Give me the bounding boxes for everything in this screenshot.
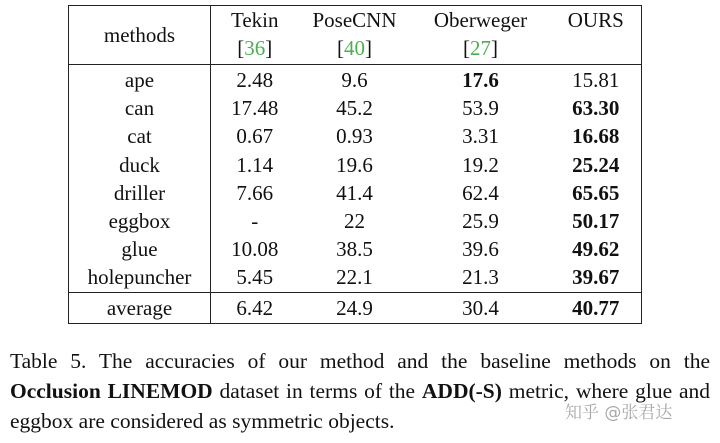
table-cell: 53.9 xyxy=(462,96,499,121)
table-cell: 9.6 xyxy=(299,65,411,95)
table-cell: 24.9 xyxy=(299,292,411,323)
table-cell: 1.14 xyxy=(236,152,274,177)
table-cell: 62.4 xyxy=(462,180,499,205)
table-cell: 17.48 xyxy=(231,96,279,121)
table-cell: 22.1 xyxy=(336,265,373,290)
table-row xyxy=(69,122,642,150)
table-cell: 40.77 xyxy=(551,292,642,323)
table-cell: 38.5 xyxy=(336,237,373,262)
table-cell: 15.81 xyxy=(551,65,642,95)
table-cell: 25.9 xyxy=(462,209,499,234)
table-cell: 39.6 xyxy=(462,237,499,262)
row-label: can xyxy=(69,94,211,122)
table-average xyxy=(69,292,642,323)
table-cell: 63.30 xyxy=(572,96,620,121)
table-row-average xyxy=(69,292,642,323)
row-label: cat xyxy=(69,122,211,150)
row-label: driller xyxy=(69,179,211,207)
table-row xyxy=(69,179,642,207)
column-header-posecnn: PoseCNN xyxy=(312,8,397,32)
table-row xyxy=(69,235,642,263)
table-cell: 0.67 xyxy=(236,124,274,149)
table-cell: 5.45 xyxy=(236,265,274,290)
table-cell: 65.65 xyxy=(572,180,620,205)
citation-tekin[interactable]: [36] xyxy=(237,36,273,60)
row-label: glue xyxy=(69,235,211,263)
table-cell: 3.31 xyxy=(462,124,499,149)
table-body xyxy=(69,65,642,293)
row-label: duck xyxy=(69,151,211,179)
table-row xyxy=(69,151,642,179)
citation-oberweger[interactable]: [27] xyxy=(463,36,498,60)
table-row xyxy=(69,207,642,235)
methods-header: methods xyxy=(69,6,211,65)
column-header-ours: OURS xyxy=(567,8,624,32)
table-cell: 17.6 xyxy=(411,65,551,95)
table-cell: 22 xyxy=(344,209,365,234)
table-row xyxy=(69,65,642,95)
table-cell: 21.3 xyxy=(462,265,499,290)
table-caption: Table 5. The accuracies of our method and the baseline methods on the Occlusion LINEMOD dataset in terms of the ADD(-S) metric, where glue and eggbox are considered as symmetric objects. xyxy=(10,349,711,433)
citation-ours-empty xyxy=(551,34,642,65)
table-cell: 0.93 xyxy=(336,124,373,149)
table-cell: 6.42 xyxy=(211,292,299,323)
table-row xyxy=(69,94,642,122)
table-cell: 49.62 xyxy=(572,237,620,262)
column-header-oberweger: Oberweger xyxy=(433,8,528,32)
results-table xyxy=(68,5,642,324)
row-label: holepuncher xyxy=(69,263,211,292)
table-cell: 16.68 xyxy=(572,124,620,149)
table-cell: 10.08 xyxy=(231,237,279,262)
citation-posecnn[interactable]: [40] xyxy=(337,36,372,60)
table-cell: 39.67 xyxy=(572,265,620,290)
zhihu-watermark: 知乎 @张君达 xyxy=(565,403,673,423)
table-cell: 7.66 xyxy=(236,180,274,205)
table-cell: 19.2 xyxy=(462,152,499,177)
row-label: eggbox xyxy=(69,207,211,235)
table-cell: 41.4 xyxy=(336,180,373,205)
table-cell: 30.4 xyxy=(411,292,551,323)
row-label: ape xyxy=(69,65,211,95)
table-cell: 25.24 xyxy=(572,152,620,177)
table-cell: 2.48 xyxy=(211,65,299,95)
table-row xyxy=(69,263,642,292)
row-label: average xyxy=(69,292,211,323)
table-cell: - xyxy=(251,209,259,234)
results-table-container xyxy=(68,5,641,324)
table-cell: 45.2 xyxy=(336,96,373,121)
table-cell: 50.17 xyxy=(572,209,620,234)
table-cell: 19.6 xyxy=(336,152,373,177)
column-header-tekin: Tekin xyxy=(230,8,279,32)
